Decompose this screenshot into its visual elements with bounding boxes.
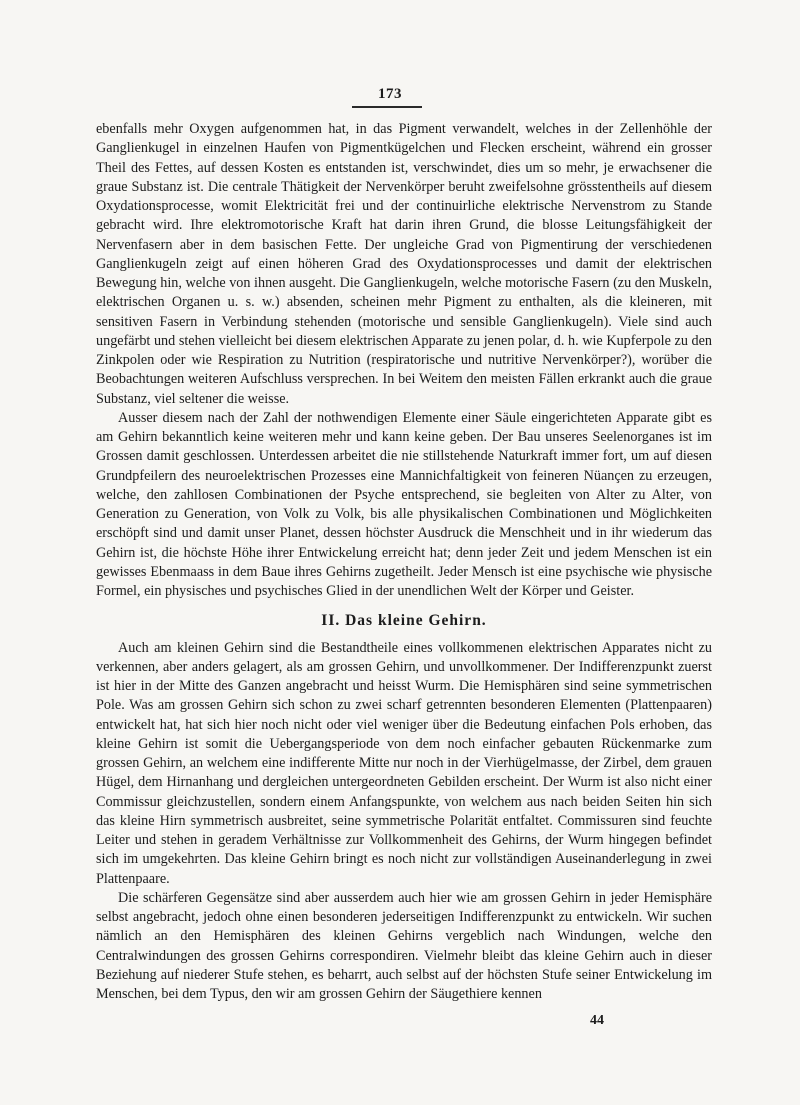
- body-text: [96, 120, 712, 1004]
- paragraph: Auch am kleinen Gehirn sind die Bestandtheile eines vollkommenen elektrischen Apparates nicht zu verkennen, aber anders gelagert, als am grossen Gehirn, und unvollkommener. Der Indifferenzpunkt zuerst ist hier in der Mitte des Ganzen angebracht und heisst Wurm. Die Hemisphären sind seine symmetrischen Pole. Was am grossen Gehirn sich schon zu zwei scharf getrennten besonderen Elementen (Plattenpaaren) entwickelt hat, hat sich hier noch nicht oder viel weniger über die Bedeutung einfachen Pols erhoben, das kleine Gehirn ist somit die Uebergangsperiode von dem noch einfacher gebauten Rückenmarke zum grossen Gehirn, an welchem eine indifferente Mitte nur noch in der Vierhügelmasse, der Zirbel, dem grauen Hügel, dem Hirnanhang und dergleichen untergeordneten Gebilden erscheint. Der Wurm ist also nicht einer Commissur gleichzustellen, sondern einem Anfangspunkte, von welchem aus nach beiden Seiten hin sich das kleine Hirn symmetrisch ausbreitet, seine symmetrische Polarität entfaltet. Commissuren sind feuchte Leiter und stehen in geradem Verhältnisse zur Vollkommenheit des Gehirns, der Wurm hingegen befindet sich im umgekehrten. Das kleine Gehirn bringt es noch nicht zur vollständigen Auseinanderlegung in zwei Plattenpaare.: [96, 639, 712, 887]
- paragraph: ebenfalls mehr Oxygen aufgenommen hat, in das Pigment verwandelt, welches in der Zellenhöhle der Ganglienkugel in einzelnen Haufen von Pigmentkügelchen und Flecken erscheint, während ein grosser Theil des Fettes, auf dessen Kosten es entstanden ist, verschwindet, dies um so mehr, je erwachsener die graue Substanz ist. Die centrale Thätigkeit der Nervenkörper beruht zweifelsohne grösstentheils auf diesem Oxydationsprocesse, womit Elektricität frei und der continuirliche elektrische Nervenstrom zu Stande gebracht wird. Ihre elektromotorische Kraft hat darin ihren Grund, die blosse Leitungsfähigkeit der Nervenfasern aber in dem basischen Fette. Der ungleiche Grad von Pigmentirung der verschiedenen Ganglienkugeln zeigt auf einen höheren Grad des Oxydationsprocesses und damit der elektrischen Bewegung hin, welche von ihnen ausgeht. Die Ganglienkugeln, welche motorische Fasern (zu den Muskeln, elektrischen Organen u. s. w.) absenden, scheinen mehr Pigment zu enthalten, als die kleineren, mit sensitiven Fasern in Verbindung stehenden (motorische und sensible Ganglienkugeln). Viele sind auch ungefärbt und stehen vielleicht bei diesem elektrischen Apparate zu jenen polar, d. h. wie Kupferpole zu den Zinkpolen oder wie Respiration zu Nutrition (respiratorische und nutritive Nervenkörper?), worüber die Beobachtungen weiteren Aufschluss versprechen. In bei Weitem den meisten Fällen erkrankt auch die graue Substanz, viel seltener die weisse.: [96, 121, 712, 407]
- page-number: 173: [378, 86, 402, 102]
- paragraph: Die schärferen Gegensätze sind aber ausserdem auch hier wie am grossen Gehirn in jeder Hemisphäre selbst angebracht, jedoch ohne einen besonderen jederseitigen Indifferenzpunkt zu entwickeln. Wir suchen nämlich an den Hemisphären des kleinen Gehirns vergeblich nach Windungen, welche den Centralwindungen des grossen Gehirns correspondiren. Vielmehr bleibt das kleine Gehirn auch in dieser Beziehung auf niederer Stufe stehen, es beharrt, auch selbst auf der höchsten Stufe seiner Entwickelung im Menschen, bei dem Typus, den wir am grossen Gehirn der Säugethiere kennen: [96, 889, 712, 1002]
- header-rule: [352, 106, 422, 108]
- paragraph: Ausser diesem nach der Zahl der nothwendigen Elemente einer Säule eingerichteten Apparate gibt es am Gehirn bekanntlich keine weiteren mehr und kann keine geben. Der Bau unseres Seelenorganes ist im Grossen damit geschlossen. Unterdessen arbeitet die nie stillstehende Naturkraft immer fort, um auf diesen Grundpfeilern des neuroelektrischen Prozesses eine Mannichfaltigkeit von feineren Nüançen zu erzeugen, welche, den zahllosen Combinationen der Psyche entsprechend, sie begleiten von Alter zu Alter, von Generation zu Generation, von Volk zu Volk, bis alle physikalischen Combinationen und Möglichkeiten erschöpft sind und damit unser Planet, dessen höchster Ausdruck die Menschheit und in ihr wiederum das Gehirn ist, die höchste Höhe ihrer Entwickelung erreicht hat; denn jeder Zeit und jedem Menschen ist ein gewisses Ebenmaass in dem Baue ihres Gehirns zugetheilt. Jeder Mensch ist eine psychische wie physische Formel, ein physisches und psychisches Glied in der unendlichen Welt der Körper und Geister.: [96, 409, 712, 599]
- signature-mark: 44: [590, 1013, 604, 1028]
- section-heading: II. Das kleine Gehirn.: [321, 612, 487, 630]
